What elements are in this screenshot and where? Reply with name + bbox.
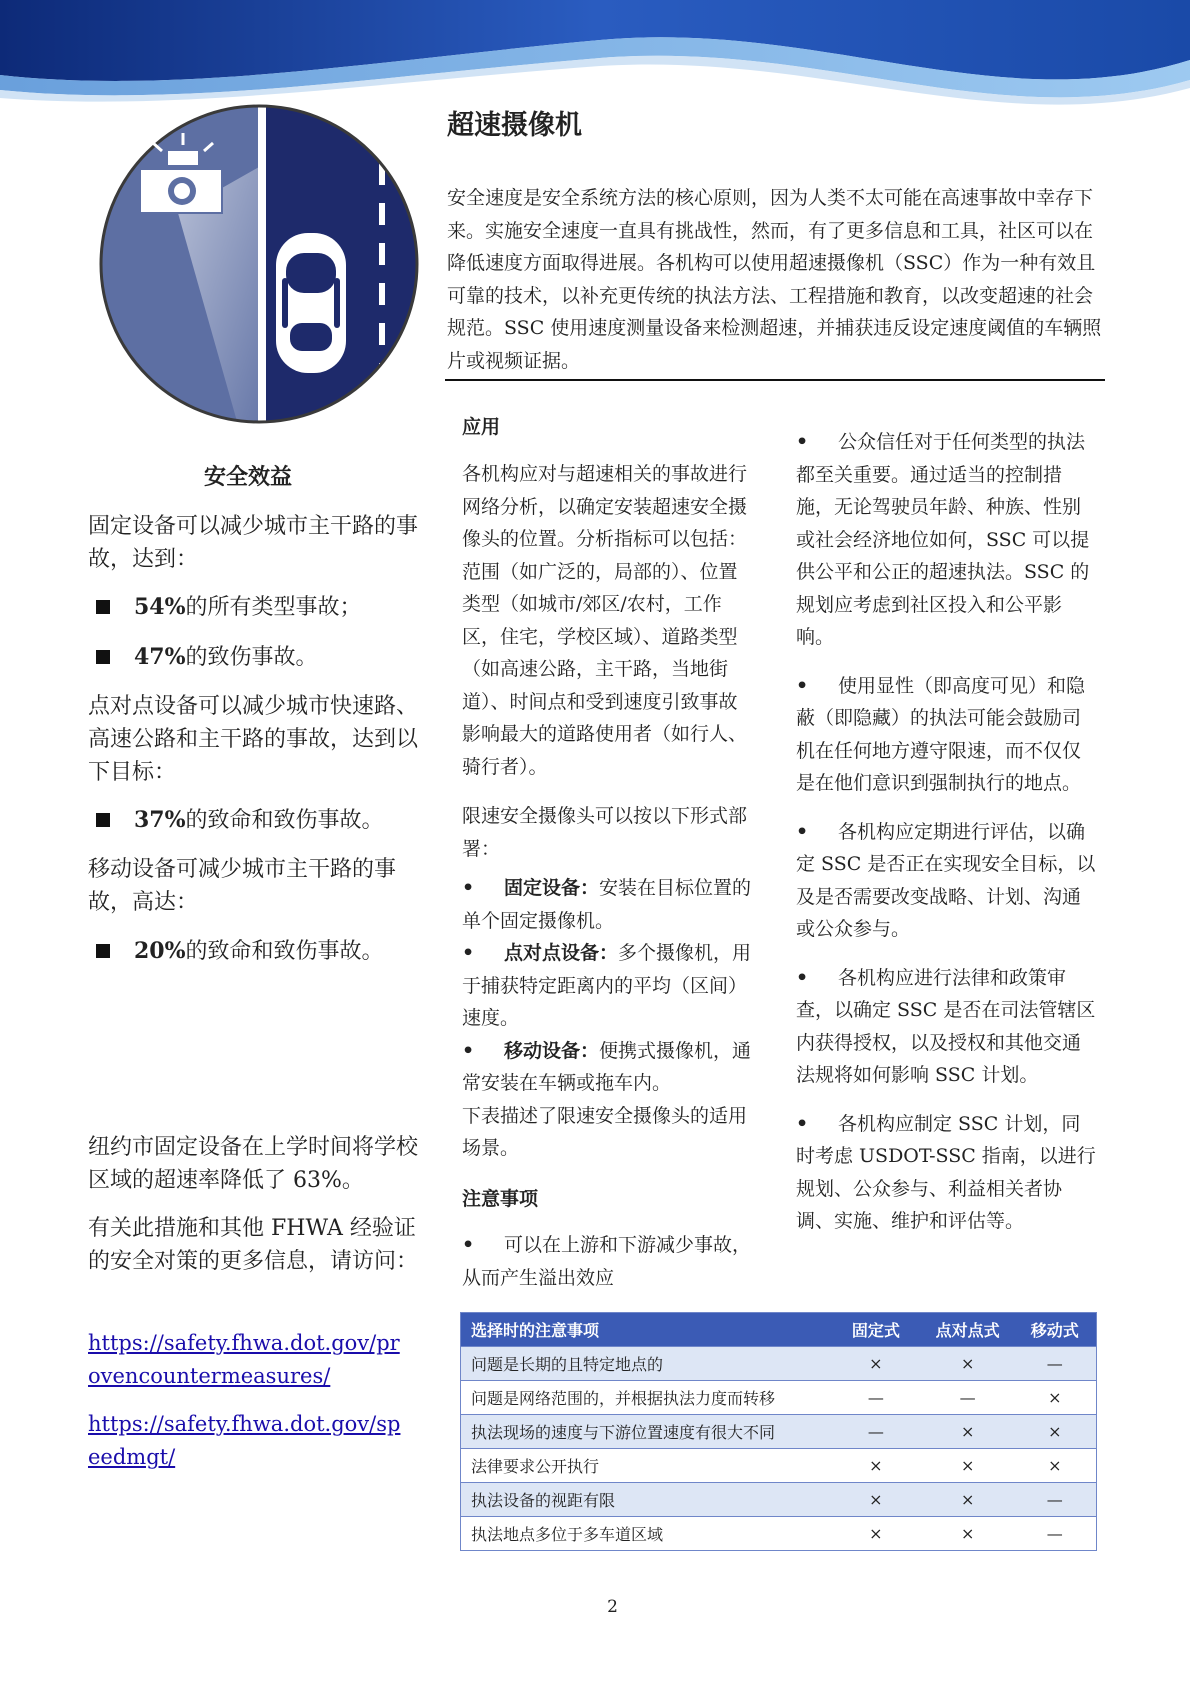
benefit-mobile-text: 移动设备可减少城市主干路的事故，高达： (88, 857, 397, 915)
table-cell: × (1014, 1415, 1097, 1449)
benefits-heading: 安全效益 (203, 465, 292, 490)
table-row (461, 1347, 1097, 1381)
table-cell: × (922, 1449, 1014, 1483)
table-row (461, 1517, 1097, 1551)
benefit-bullet-3: 37%的致命和致伤事故。 (88, 804, 418, 837)
deploy-item-mobile: • 移动设备：便携式摄像机，通常安装在车辆或拖车内。 (462, 1039, 752, 1094)
more-info-text: 有关此措施和其他 FHWA 经验证的安全对策的更多信息，请访问： (88, 1216, 419, 1274)
table-cell: × (830, 1517, 922, 1551)
benefit-p2p-text: 点对点设备可以减少城市快速路、高速公路和主干路的事故，达到以下目标： (88, 694, 419, 785)
table-cell: 执法地点多位于多车道区域 (461, 1517, 830, 1551)
table-cell: × (922, 1517, 1014, 1551)
table-header-p2p: 点对点式 (922, 1313, 1014, 1347)
note-item-1: • 可以在上游和下游减少事故，从而产生溢出效应 (462, 1234, 752, 1289)
notes-heading: 注意事项 (462, 1188, 539, 1210)
table-cell: × (830, 1347, 922, 1381)
benefit-fixed-text: 固定设备可以减少城市主干路的事故，达到： (88, 514, 419, 572)
table-header-fixed: 固定式 (830, 1313, 922, 1347)
consideration-public-trust: • 公众信任对于任何类型的执法都至关重要。通过适当的控制措施，无论驾驶员年龄、种族、性别或社会经济地位如何，SSC 可以提供公平和公正的超速执法。SSC 的规划应考虑到社区投入和公平影响。 (796, 431, 1090, 648)
deploy-item-p2p: • 点对点设备：多个摄像机，用于捕获特定距离内的平均（区间）速度。 (462, 942, 752, 1029)
benefit-bullet-1: 54%的所有类型事故； (88, 591, 418, 624)
consideration-evaluation: • 各机构应定期进行评估，以确定 SSC 是否正在实现安全目标，以及是否需要改变战略、计划、沟通或公众参与。 (796, 820, 1096, 940)
benefit-pct-3: 37% (134, 807, 186, 833)
link-proven-countermeasures[interactable]: https://safety.fhwa.dot.gov/provencountermeasures/ (88, 1331, 400, 1388)
applications-paragraph: 各机构应对与超速相关的事故进行网络分析，以确定安装超速安全摄像头的位置。分析指标可以包括：范围（如广泛的，局部的）、位置类型（如城市/郊区/农村，工作区，住宅，学校区域）、道路类型（如高速公路，主干路，当地街道）、时间点和受到速度引致事故影响最大的道路使用者（如行人、骑行者）。 (462, 463, 748, 778)
table-cell: 执法设备的视距有限 (461, 1483, 830, 1517)
benefit-pct-1: 54% (134, 594, 186, 620)
table-cell: — (1014, 1347, 1097, 1381)
speed-camera-illustration (98, 103, 420, 425)
link-speed-management[interactable]: https://safety.fhwa.dot.gov/speedmgt/ (88, 1412, 401, 1469)
selection-table (460, 1312, 1097, 1551)
table-cell: × (830, 1449, 922, 1483)
table-cell: × (922, 1483, 1014, 1517)
table-cell: × (1014, 1449, 1097, 1483)
intro-divider (445, 379, 1105, 381)
car-icon (276, 233, 346, 373)
deploy-item-fixed: • 固定设备：安装在目标位置的单个固定摄像机。 (462, 877, 752, 932)
applications-heading: 应用 (462, 416, 501, 438)
table-cell: 问题是长期的且特定地点的 (461, 1347, 830, 1381)
consideration-visibility: • 使用显性（即高度可见）和隐蔽（即隐藏）的执法可能会鼓励司机在任何地方遵守限速，而不仅仅是在他们意识到强制执行的地点。 (796, 674, 1086, 794)
table-cell: × (1014, 1381, 1097, 1415)
consideration-legal-review: • 各机构应进行法律和政策审查，以确定 SSC 是否在司法管辖区内获得授权，以及授权和其他交通法规将如何影响 SSC 计划。 (796, 966, 1096, 1086)
table-cell: 问题是网络范围的，并根据执法力度而转移 (461, 1381, 830, 1415)
consideration-ssc-plan: • 各机构应制定 SSC 计划，同时考虑 USDOT-SSC 指南，以进行规划、公众参与、利益相关者协调、实施、维护和评估等。 (796, 1112, 1096, 1232)
table-cell: — (830, 1381, 922, 1415)
benefit-bullet-2: 47%的致伤事故。 (88, 641, 418, 674)
table-cell: × (922, 1347, 1014, 1381)
page-title: 超速摄像机 (447, 110, 582, 141)
benefit-bullet-4: 20%的致命和致伤事故。 (88, 935, 418, 968)
table-header-mobile: 移动式 (1014, 1313, 1097, 1347)
table-cell: × (830, 1483, 922, 1517)
intro-paragraph: 安全速度是安全系统方法的核心原则，因为人类不太可能在高速事故中幸存下来。实施安全速度一直具有挑战性，然而，有了更多信息和工具，社区可以在降低速度方面取得进展。各机构可以使用超速摄像机（SSC）作为一种有效且可靠的技术，以补充更传统的执法方法、工程措施和教育，以改变超速的社会规范。SSC 使用速度测量设备来检测超速，并捕获违反设定速度阈值的车辆照片或视频证据。 (447, 187, 1102, 372)
table-cell: × (922, 1415, 1014, 1449)
table-row (461, 1483, 1097, 1517)
nyc-stat: 纽约市固定设备在上学时间将学校区域的超速率降低了 63%。 (88, 1135, 419, 1193)
deploy-list (462, 872, 754, 1165)
table-cell: — (830, 1415, 922, 1449)
right-column (796, 426, 1098, 1238)
table-row (461, 1449, 1097, 1483)
benefit-pct-4: 20% (134, 938, 186, 964)
benefit-pct-2: 47% (134, 644, 186, 670)
table-cell: 法律要求公开执行 (461, 1449, 830, 1483)
header-wave (0, 0, 1190, 110)
table-row (461, 1415, 1097, 1449)
table-header-consideration: 选择时的注意事项 (461, 1313, 830, 1347)
table-cell: 执法现场的速度与下游位置速度有很大不同 (461, 1415, 830, 1449)
table-cell: — (1014, 1483, 1097, 1517)
table-cell: — (922, 1381, 1014, 1415)
table-cell: — (1014, 1517, 1097, 1551)
deploy-intro: 限速安全摄像头可以按以下形式部署： (462, 805, 748, 860)
table-row (461, 1381, 1097, 1415)
table-header-row (461, 1313, 1097, 1347)
table-intro: 下表描述了限速安全摄像头的适用场景。 (462, 1104, 748, 1159)
page-number: 2 (607, 1597, 618, 1617)
